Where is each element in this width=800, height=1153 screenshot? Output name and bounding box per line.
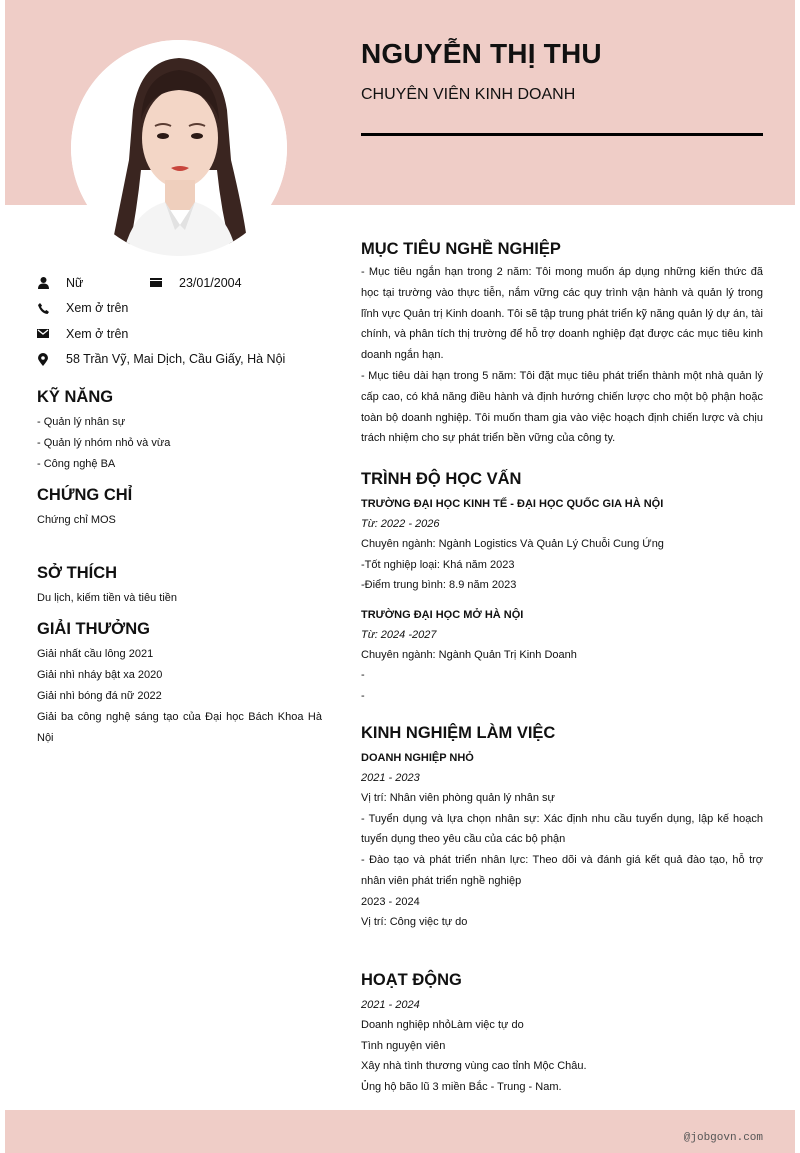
address-value: 58 Trần Vỹ, Mai Dịch, Cầu Giấy, Hà Nội xyxy=(66,352,286,367)
activity-item: Doanh nghiệp nhỏLàm việc tự do xyxy=(361,1019,524,1031)
awards-heading: GIẢI THƯỞNG xyxy=(37,620,151,638)
email-row xyxy=(37,321,322,347)
school-detail: - xyxy=(361,669,365,682)
award-item: Giải ba công nghệ sáng tạo của Đại học Bách Khoa Hà Nội xyxy=(37,711,322,744)
profile-photo xyxy=(71,40,287,256)
award-item: Giải nhất cầu lông 2021 xyxy=(37,648,154,660)
experience-detail: - Đào tạo và phát triển nhân lực: Theo dõi và đánh giá kết quả đào tạo, hỗ trợ nhân viên phát triển nghề nghiệp xyxy=(361,854,763,887)
title-divider xyxy=(361,133,763,136)
skill-item: - Quản lý nhóm nhỏ và vừa xyxy=(37,437,171,449)
objective-section xyxy=(361,240,763,449)
objective-short-term: - Mục tiêu ngắn hạn trong 2 năm: Tôi mong muốn áp dụng những kiến thức đã học tại trường vào thực tiễn, nắm vững các quy trình vận hành và quản lý trong lĩnh vực Quản trị Kinh doanh. Tôi sẽ tập trung phát triển kỹ năng quản lý dự án, tài chính, và phân tích thị trường để hỗ trợ doanh nghiệp đạt được các mục tiêu kinh doanh ngắn hạn. xyxy=(361,266,763,362)
school-detail: Chuyên ngành: Ngành Quản Trị Kinh Doanh xyxy=(361,648,577,661)
phone-value[interactable]: Xem ở trên xyxy=(66,301,129,316)
location-pin-icon xyxy=(37,353,49,365)
school-detail: -Tốt nghiệp loại: Khá năm 2023 xyxy=(361,558,515,571)
objective-long-term: - Mục tiêu dài hạn trong 5 năm: Tôi đặt mục tiêu phát triển thành một nhà quản lý cấp cao, có khả năng điều hành và định hướng chiến lược cho một bộ phận hoặc toàn bộ doanh nghiệp. Tôi muốn tham gia vào việc hoạch định chiến lược và chịu trách nhiệm cho sự phát triển bền vững của công ty. xyxy=(361,369,763,445)
footer-watermark: @jobgovn.com xyxy=(683,1132,763,1144)
education-entry xyxy=(361,605,763,707)
skill-item: - Quản lý nhân sự xyxy=(37,416,126,428)
school-detail: - xyxy=(361,689,365,702)
activities-heading: HOẠT ĐỘNG xyxy=(361,971,462,989)
objective-heading: MỤC TIÊU NGHỀ NGHIỆP xyxy=(361,240,561,258)
experience-detail: Vị trí: Công việc tự do xyxy=(361,916,468,929)
certificate-item: Chứng chỉ MOS xyxy=(37,514,116,526)
school-period: Từ: 2022 - 2026 xyxy=(361,518,440,530)
school-detail: -Điểm trung bình: 8.9 năm 2023 xyxy=(361,579,517,592)
email-icon xyxy=(37,328,49,340)
gender-birthday-row xyxy=(37,270,322,296)
activities-period: 2021 - 2024 xyxy=(361,999,420,1011)
award-item: Giải nhì nháy bật xa 2020 xyxy=(37,669,163,681)
footer-band xyxy=(5,1110,795,1153)
activity-item: Xây nhà tình thương vùng cao tỉnh Mộc Châu. xyxy=(361,1060,587,1073)
school-detail: Chuyên ngành: Ngành Logistics Và Quản Lý Chuỗi Cung Ứng xyxy=(361,538,664,550)
education-section xyxy=(361,470,763,707)
award-item: Giải nhì bóng đá nữ 2022 xyxy=(37,690,162,702)
education-entry xyxy=(361,494,763,596)
experience-section xyxy=(361,724,763,933)
hobbies-heading: SỞ THÍCH xyxy=(37,564,118,582)
address-row xyxy=(37,347,322,373)
company-name: DOANH NGHIỆP NHỎ xyxy=(361,752,474,764)
calendar-icon xyxy=(150,277,162,289)
school-name: TRƯỜNG ĐẠI HỌC MỞ HÀ NỘI xyxy=(361,608,524,621)
education-heading: TRÌNH ĐỘ HỌC VẤN xyxy=(361,470,522,488)
experience-period: 2021 - 2023 xyxy=(361,772,420,784)
user-icon xyxy=(37,277,49,289)
email-value[interactable]: Xem ở trên xyxy=(66,326,129,341)
candidate-name: NGUYỄN THỊ THU xyxy=(361,38,602,69)
hobby-item: Du lịch, kiếm tiền và tiêu tiền xyxy=(37,592,178,604)
experience-detail: - Tuyển dụng và lựa chọn nhân sự: Xác định nhu cầu tuyển dụng, lập kế hoạch tuyển dụng theo yêu cầu của các bộ phận xyxy=(361,812,763,846)
phone-icon xyxy=(37,302,49,314)
birthday-value: 23/01/2004 xyxy=(179,275,242,290)
activity-item: Tình nguyện viên xyxy=(361,1039,446,1052)
experience-heading: KINH NGHIỆM LÀM VIỆC xyxy=(361,724,556,742)
skill-item: - Công nghệ BA xyxy=(37,458,116,470)
skills-heading: KỸ NĂNG xyxy=(37,388,114,406)
certificates-heading: CHỨNG CHỈ xyxy=(37,486,133,504)
left-column xyxy=(37,270,322,749)
activities-section xyxy=(361,971,763,1097)
job-title: CHUYÊN VIÊN KINH DOANH xyxy=(361,86,576,103)
experience-detail: 2023 - 2024 xyxy=(361,895,420,908)
gender-value: Nữ xyxy=(66,275,84,290)
activity-item: Ủng hộ bão lũ 3 miền Bắc - Trung - Nam. xyxy=(361,1080,562,1093)
school-period: Từ: 2024 -2027 xyxy=(361,628,437,641)
phone-row xyxy=(37,296,322,322)
school-name: TRƯỜNG ĐẠI HỌC KINH TẾ - ĐẠI HỌC QUỐC GIA HÀ NỘI xyxy=(361,498,664,510)
experience-detail: Vị trí: Nhân viên phòng quản lý nhân sự xyxy=(361,792,555,804)
